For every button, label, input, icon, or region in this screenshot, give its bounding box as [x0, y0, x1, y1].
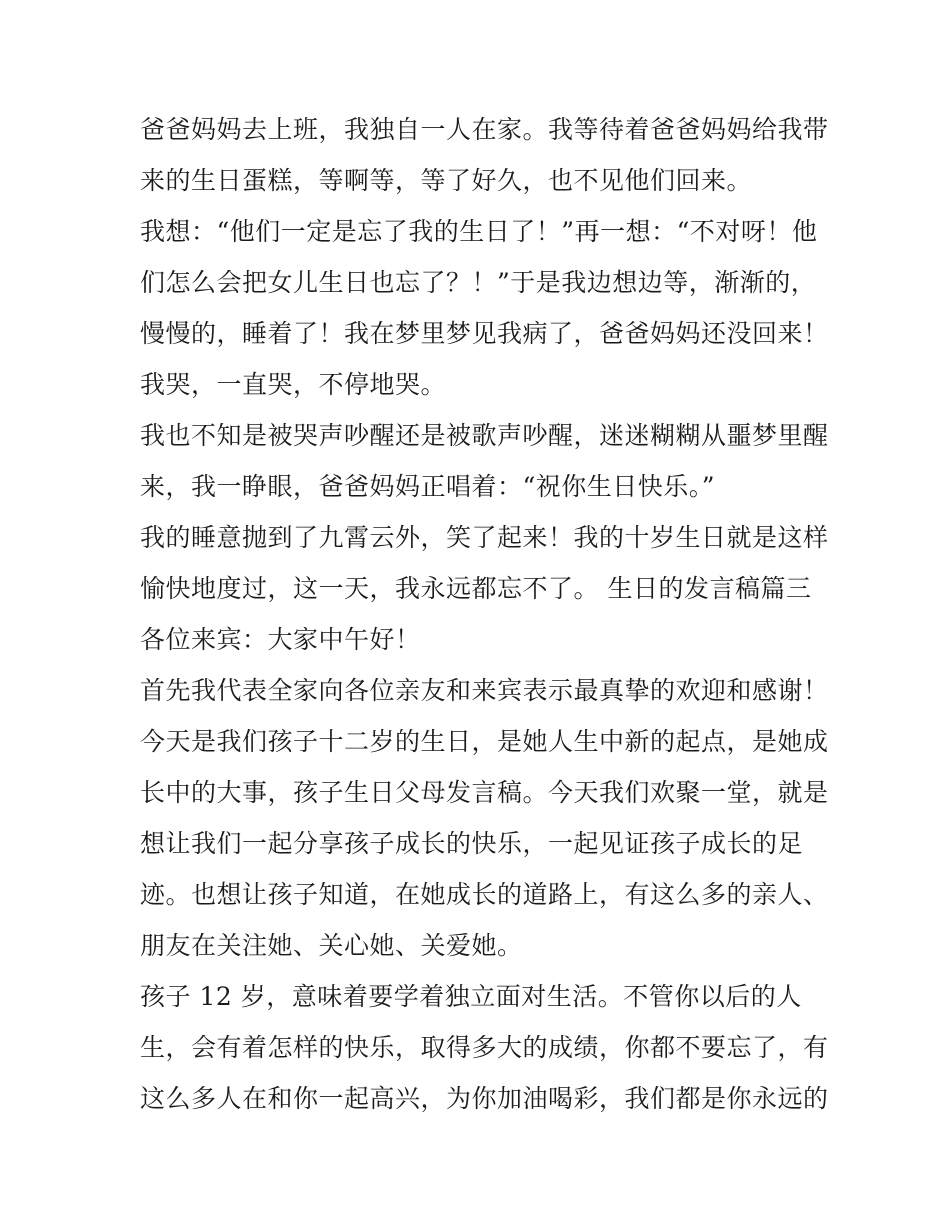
text-line: 我哭，一直哭，不停地哭。 [140, 370, 447, 399]
text-line: 朋友在关注她、关心她、关爱她。 [140, 931, 523, 960]
text-line: 孩子 12 岁，意味着要学着独立面对生活。不管你以后的人 [140, 982, 802, 1011]
text-line: 愉快地度过，这一天，我永远都忘不了。 生日的发言稿篇三 [140, 574, 812, 603]
document-body [140, 104, 830, 1124]
text-line: 长中的大事，孩子生日父母发言稿。今天我们欢聚一堂，就是 [140, 778, 829, 807]
text-line: 各位来宾：大家中午好！ [140, 625, 421, 654]
text-line: 这么多人在和你一起高兴，为你加油喝彩，我们都是你永远的 [140, 1084, 829, 1113]
text-line: 爸爸妈妈去上班，我独自一人在家。我等待着爸爸妈妈给我带 [140, 115, 829, 144]
text-line: 生，会有着怎样的快乐，取得多大的成绩，你都不要忘了，有 [140, 1033, 829, 1062]
text-line: 今天是我们孩子十二岁的生日，是她人生中新的起点，是她成 [140, 727, 829, 756]
text-line: 我想：“他们一定是忘了我的生日了！”再一想：“不对呀！他 [140, 217, 818, 246]
text-line: 我的睡意抛到了九霄云外，笑了起来！我的十岁生日就是这样 [140, 523, 829, 552]
text-line: 我也不知是被哭声吵醒还是被歌声吵醒，迷迷糊糊从噩梦里醒 [140, 421, 829, 450]
text-line: 来，我一睁眼，爸爸妈妈正唱着：“祝你生日快乐。” [140, 472, 716, 501]
text-line: 来的生日蛋糕，等啊等，等了好久，也不见他们回来。 [140, 166, 753, 195]
text-line: 们怎么会把女儿生日也忘了？！”于是我边想边等，渐渐的， [140, 268, 817, 297]
text-line: 迹。也想让孩子知道，在她成长的道路上，有这么多的亲人、 [140, 880, 829, 909]
text-line: 慢慢的，睡着了！我在梦里梦见我病了，爸爸妈妈还没回来！ [140, 319, 829, 348]
text-line: 首先我代表全家向各位亲友和来宾表示最真挚的欢迎和感谢！ [140, 676, 829, 705]
text-line: 想让我们一起分享孩子成长的快乐，一起见证孩子成长的足 [140, 829, 804, 858]
